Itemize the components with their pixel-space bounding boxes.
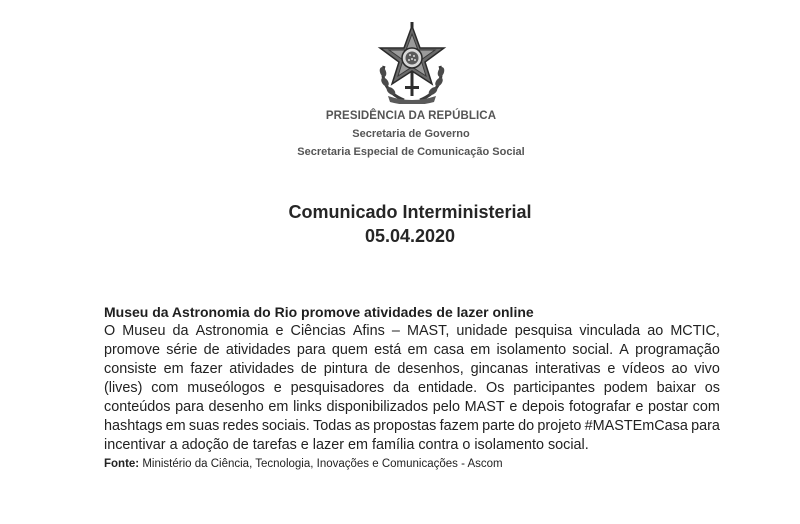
article-headline: Museu da Astronomia do Rio promove atividades de lazer online (104, 304, 534, 320)
article-body-line: (lives) com museólogos e pesquisadores da entidade. Os participantes podem baixar os (104, 380, 720, 396)
source-text: Ministério da Ciência, Tecnologia, Inovações e Comunicações - Ascom (139, 458, 503, 470)
coat-of-arms-seal (374, 20, 450, 104)
letterhead-presidency: PRESIDÊNCIA DA REPÚBLICA (325, 110, 497, 122)
news-article (104, 303, 720, 473)
article-body-line: promove série de atividades para quem está em casa em isolamento social. A programação (104, 342, 720, 358)
document-date: 05.04.2020 (364, 226, 456, 246)
source-label: Fonte: (104, 458, 140, 470)
article-body-line: incentivar a adoção de tarefas e lazer em família contra o isolamento social. (104, 437, 589, 453)
article-body-line: O Museu da Astronomia e Ciências Afins – MAST, unidade pesquisa vinculada ao MCTIC, (104, 323, 720, 339)
article-body-line: conteúdos para desenho em links disponibilizados pelo MAST e depois fotografar e postar com (104, 399, 720, 415)
article-source (104, 456, 720, 473)
letterhead-secretariat: Secretaria de Governo (352, 128, 470, 140)
document-title: Comunicado Interministerial (288, 202, 532, 222)
article-body-line: hashtags em suas redes sociais. Todas as propostas fazem parte do projeto #MASTEmCasa para (104, 418, 720, 434)
letterhead-special-secretariat: Secretaria Especial de Comunicação Social (297, 146, 525, 158)
article-body (104, 322, 720, 455)
article-body-line: consiste em fazer atividades de pintura de desenhos, gincanas interativas e vídeos ao vivo (104, 361, 720, 377)
